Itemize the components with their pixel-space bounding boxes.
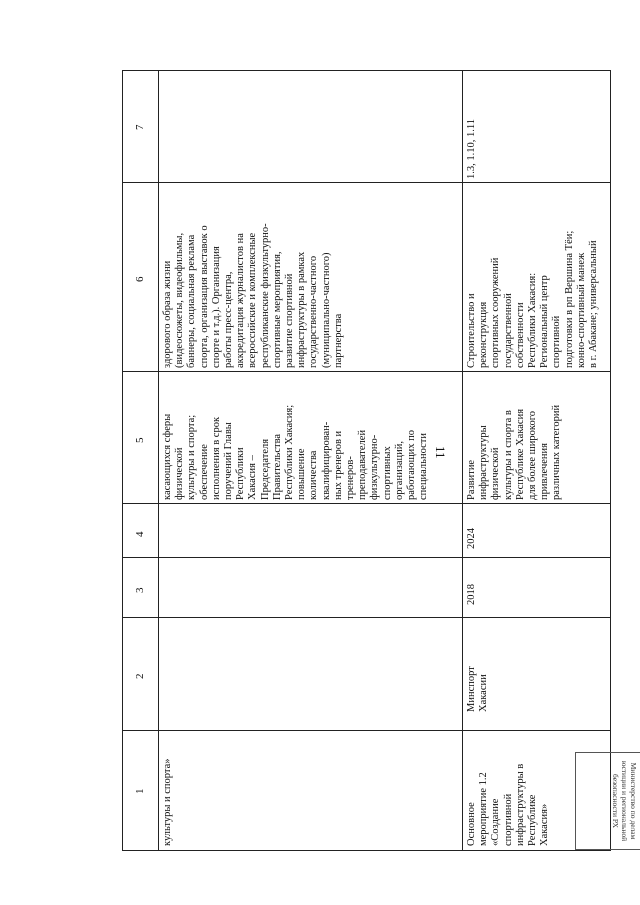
row2-col3-cell: 2018 — [466, 584, 477, 605]
row2-col2-cell: Минспорт Хакасии — [466, 666, 490, 712]
registration-stamp: Министерство по делам юстиции и региональной безопасности РХ — [575, 752, 640, 850]
header-col-2: 2 — [134, 673, 146, 679]
row2-col7-cell: 1.3, 1.10, 1.11 — [466, 119, 477, 179]
row2-col5-cell: Развитие инфраструктуры физической культуры и спорта в Республике Хакасия для более широкого привлечения различных категорий — [466, 404, 563, 500]
row1-col1-cell: культуры и спорта» — [162, 758, 173, 846]
row2-col6-cell: Строительство и реконструкция спортивных сооружений государственной собственности Республики Хакасия: Региональный центр спортивной подготовки в рп Вершина Тёи; конно-спортивный манеж в г. Абакане; универсальный — [466, 230, 600, 368]
row1-col5-cell: касающихся сферы физической культуры и спорта; обеспечение исполнения в срок поручений Главы Республики Хакасия – Председателя Правительства Республики Хакасия; повышение количества квалифицирован- ных тренеров и тренеров- преподавателей физкультурно- спортивных организаций, работающих по специальности — [162, 404, 430, 500]
row1-col6-cell: здорового образа жизни (видеосюжеты, видеофильмы, баннеры, социальная реклама спорта, организация выставок о спорте и т.д.). Организация работы пресс-центра, аккредитация журналистов на всероссийские и комплексные республиканские физкультурно- спортивные мероприятия, развитие спортивной инфраструктуры в рамках государственно-частного (муниципально-частного) партнерства — [162, 223, 344, 368]
header-col-6: 6 — [134, 276, 146, 282]
header-col-7: 7 — [134, 124, 146, 130]
header-col-5: 5 — [134, 437, 146, 443]
header-col-1: 1 — [134, 788, 146, 794]
row2-col1-cell: Основное мероприятие 1.2 «Создание спортивной инфраструктуры в Республике Хакасия» — [466, 763, 551, 846]
row2-col4-cell: 2024 — [466, 528, 477, 549]
page-number: 11 — [433, 446, 448, 459]
header-col-3: 3 — [134, 587, 146, 593]
header-col-4: 4 — [134, 531, 146, 537]
